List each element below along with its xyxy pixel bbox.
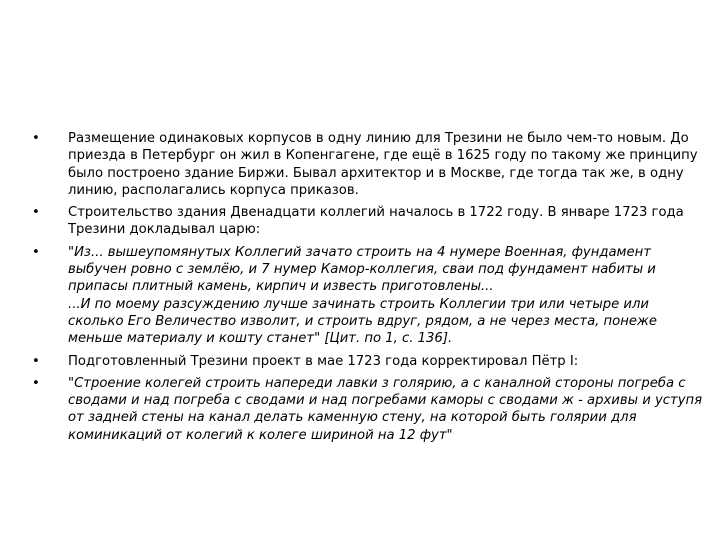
bullet-item-3-quote	[30, 244, 706, 348]
bullet-list	[30, 130, 706, 449]
bullet-text: Подготовленный Трезини проект в мае 1723 года корректировал Пётр I:	[68, 353, 579, 369]
bullet-dot: •	[32, 353, 40, 369]
bullet-dot: •	[32, 244, 40, 260]
bullet-item-1	[30, 130, 706, 199]
bullet-text: Строительство здания Двенадцати коллегий началось в 1722 году. В январе 1723 года Трезини докладывал царю:	[68, 205, 684, 238]
quote-text-part-1: "Из... вышеупомянутых Коллегий зачато строить на 4 нумере Военная, фундамент выбучен ровно с землёю, и 7 нумер Камор-коллегия, сваи под фундамент набиты и припасы плитный камень, кирпич и известь приготовлены...	[68, 244, 656, 295]
bullet-item-5-quote	[30, 375, 706, 444]
bullet-text: Размещение одинаковых корпусов в одну линию для Трезини не было чем-то новым. До приезда в Петербург он жил в Копенгагене, где ещё в 1625 году по такому же принципу было построено здание Биржи. Бывал архитектор и в Москве, где тогда так же, в одну линию, располагались корпуса приказов.	[68, 131, 698, 198]
bullet-item-2	[30, 204, 706, 239]
bullet-item-4	[30, 353, 706, 370]
bullet-dot: •	[32, 375, 40, 391]
quote-text: "Строение колегей строить напереди лавки з голярию, а с каналной стороны погреба с сводами и над погреба с сводами и над погребами каморы с сводами ж - архивы и уступя от задней стены на канал делать каменную стену, на которой быть голярии для коминикаций от колегий к колеге шириной на 12 фут"	[68, 375, 703, 443]
bullet-dot: •	[32, 205, 40, 221]
quote-text-part-2: ...И по моему разсуждению лучше зачинать строить Коллегии три или четыре или сколько Его Величество изволит, и строить вдруг, рядом, а не через места, понеже меньше материалу и кошту станет" [Цит. по 1, с. 136].	[68, 296, 657, 347]
bullet-dot: •	[32, 131, 40, 146]
